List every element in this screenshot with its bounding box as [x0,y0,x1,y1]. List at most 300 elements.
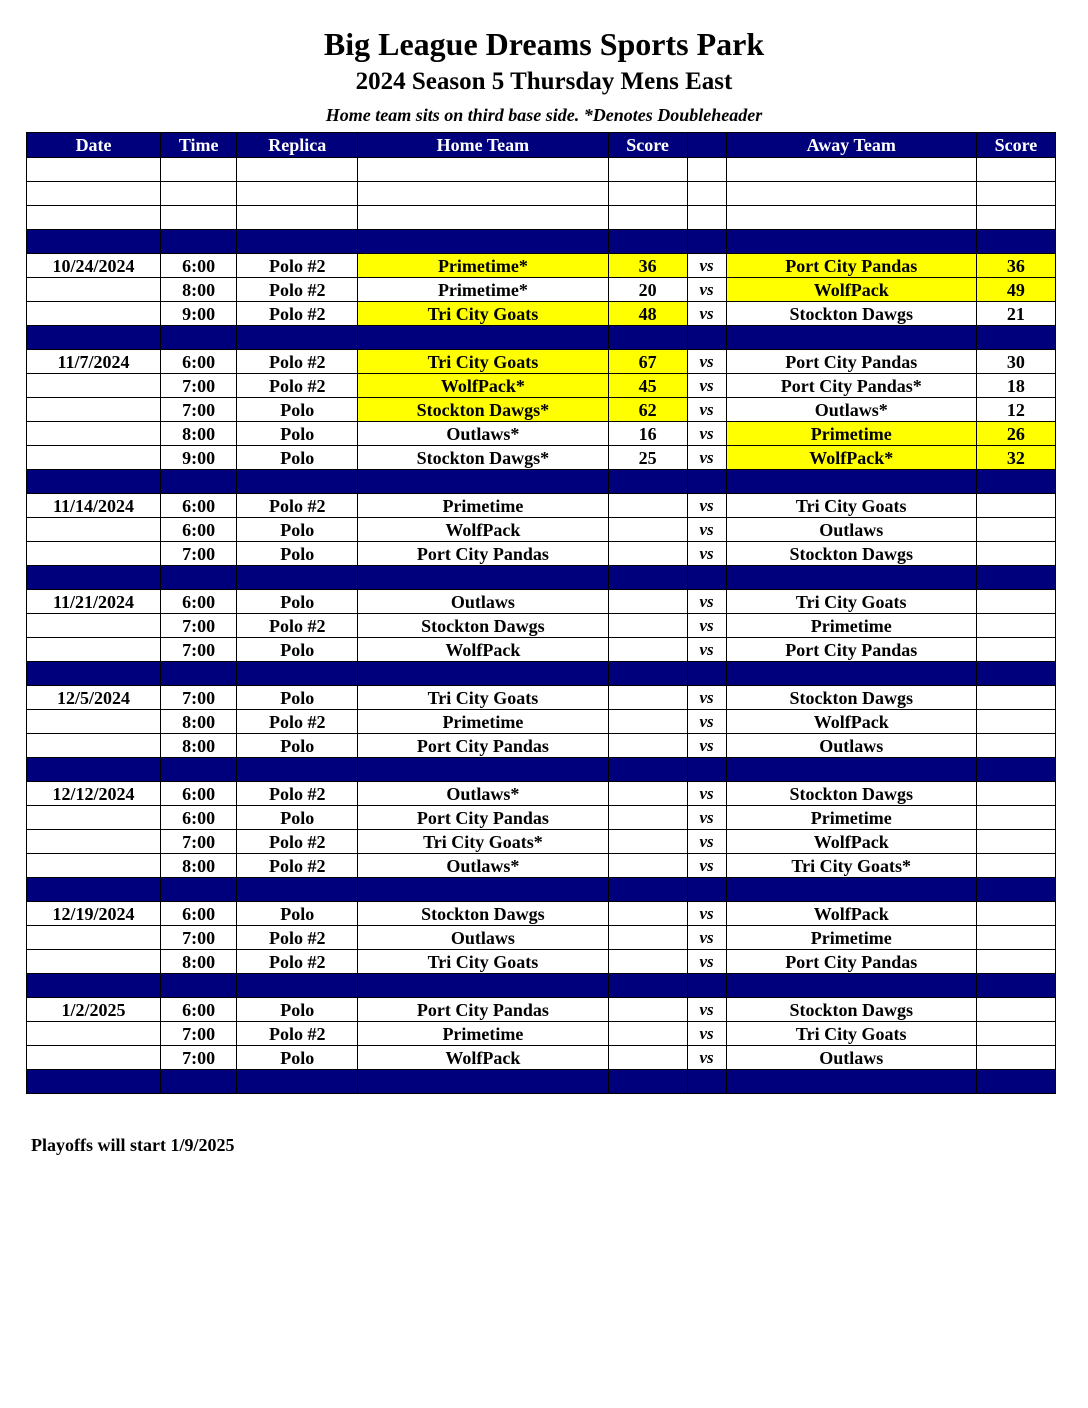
replica-cell: Polo [237,902,358,926]
separator-cell [608,1070,687,1094]
blank-cell [608,182,687,206]
away-team-cell: Stockton Dawgs [726,686,976,710]
separator-cell [358,566,608,590]
vs-cell: vs [687,398,726,422]
away-score-cell [976,590,1055,614]
col-header-away-team: Away Team [726,133,976,158]
blank-cell [687,182,726,206]
away-score-cell [976,830,1055,854]
date-cell [27,806,161,830]
home-score-cell [608,950,687,974]
separator-cell [358,326,608,350]
home-team-cell: WolfPack* [358,374,608,398]
home-team-cell: Port City Pandas [358,806,608,830]
vs-cell: vs [687,494,726,518]
time-cell: 9:00 [161,302,237,326]
vs-cell: vs [687,950,726,974]
game-row [27,374,1056,398]
date-cell: 10/24/2024 [27,254,161,278]
away-team-cell: Stockton Dawgs [726,782,976,806]
time-cell: 6:00 [161,806,237,830]
date-cell: 12/12/2024 [27,782,161,806]
home-score-cell [608,710,687,734]
separator-cell [27,566,161,590]
away-team-cell: Outlaws [726,734,976,758]
home-score-cell [608,1022,687,1046]
col-header-replica: Replica [237,133,358,158]
game-row [27,710,1056,734]
separator-cell [237,662,358,686]
away-team-cell: Tri City Goats [726,590,976,614]
separator-cell [976,758,1055,782]
home-score-cell: 45 [608,374,687,398]
separator-cell [976,974,1055,998]
game-row [27,590,1056,614]
separator-cell [726,566,976,590]
home-score-cell: 48 [608,302,687,326]
home-team-cell: Port City Pandas [358,998,608,1022]
time-cell: 7:00 [161,1046,237,1070]
separator-cell [687,326,726,350]
separator-cell [27,758,161,782]
away-team-cell: Port City Pandas [726,950,976,974]
separator-cell [608,758,687,782]
away-team-cell: Primetime [726,806,976,830]
blank-row [27,206,1056,230]
separator-cell [976,566,1055,590]
separator-cell [608,230,687,254]
away-score-cell [976,638,1055,662]
away-team-cell: Tri City Goats* [726,854,976,878]
game-row [27,398,1056,422]
blank-cell [237,182,358,206]
time-cell: 6:00 [161,590,237,614]
separator-cell [161,974,237,998]
away-score-cell [976,686,1055,710]
home-score-cell [608,902,687,926]
blank-row [27,182,1056,206]
separator-row [27,758,1056,782]
game-row [27,638,1056,662]
separator-cell [687,1070,726,1094]
time-cell: 7:00 [161,542,237,566]
blank-cell [358,158,608,182]
separator-row [27,974,1056,998]
away-team-cell: Port City Pandas [726,254,976,278]
game-row [27,494,1056,518]
vs-cell: vs [687,782,726,806]
home-score-cell [608,806,687,830]
game-row [27,782,1056,806]
date-cell [27,854,161,878]
away-score-cell: 12 [976,398,1055,422]
replica-cell: Polo #2 [237,782,358,806]
home-score-cell [608,686,687,710]
game-row [27,1022,1056,1046]
away-team-cell: WolfPack* [726,446,976,470]
date-cell: 1/2/2025 [27,998,161,1022]
home-team-cell: Stockton Dawgs* [358,398,608,422]
vs-cell: vs [687,806,726,830]
time-cell: 7:00 [161,614,237,638]
separator-cell [237,470,358,494]
separator-cell [976,878,1055,902]
blank-cell [161,206,237,230]
separator-cell [726,758,976,782]
time-cell: 7:00 [161,830,237,854]
home-team-cell: Outlaws* [358,854,608,878]
separator-cell [687,758,726,782]
away-score-cell [976,1046,1055,1070]
game-row [27,998,1056,1022]
away-team-cell: WolfPack [726,902,976,926]
time-cell: 8:00 [161,422,237,446]
replica-cell: Polo #2 [237,926,358,950]
home-score-cell: 20 [608,278,687,302]
separator-row [27,326,1056,350]
separator-cell [161,878,237,902]
home-team-cell: Outlaws [358,926,608,950]
away-score-cell [976,950,1055,974]
replica-cell: Polo #2 [237,1022,358,1046]
col-header-home-score: Score [608,133,687,158]
away-team-cell: Port City Pandas [726,638,976,662]
home-team-cell: Primetime* [358,278,608,302]
separator-cell [237,566,358,590]
vs-cell: vs [687,926,726,950]
separator-cell [687,566,726,590]
separator-cell [976,326,1055,350]
game-row [27,614,1056,638]
separator-cell [726,1070,976,1094]
replica-cell: Polo #2 [237,374,358,398]
game-row [27,422,1056,446]
game-row [27,278,1056,302]
blank-cell [608,206,687,230]
home-team-cell: WolfPack [358,1046,608,1070]
separator-cell [358,1070,608,1094]
separator-cell [27,1070,161,1094]
date-cell [27,710,161,734]
time-cell: 8:00 [161,710,237,734]
date-cell [27,1022,161,1046]
vs-cell: vs [687,710,726,734]
home-score-cell [608,542,687,566]
col-header-date: Date [27,133,161,158]
replica-cell: Polo #2 [237,494,358,518]
blank-cell [687,158,726,182]
date-cell [27,1046,161,1070]
away-score-cell [976,710,1055,734]
date-cell: 11/14/2024 [27,494,161,518]
replica-cell: Polo #2 [237,350,358,374]
replica-cell: Polo [237,806,358,830]
separator-cell [161,230,237,254]
date-cell [27,926,161,950]
blank-cell [161,158,237,182]
playoffs-note: Playoffs will start 1/9/2025 [31,1135,235,1155]
separator-cell [976,1070,1055,1094]
replica-cell: Polo [237,638,358,662]
vs-cell: vs [687,374,726,398]
home-score-cell [608,926,687,950]
home-score-cell: 62 [608,398,687,422]
away-team-cell: Tri City Goats [726,494,976,518]
date-cell [27,422,161,446]
replica-cell: Polo [237,734,358,758]
time-cell: 6:00 [161,254,237,278]
vs-cell: vs [687,518,726,542]
separator-cell [608,470,687,494]
game-row [27,518,1056,542]
separator-cell [27,974,161,998]
separator-row [27,470,1056,494]
home-score-cell [608,854,687,878]
away-score-cell: 30 [976,350,1055,374]
separator-cell [726,326,976,350]
blank-cell [237,158,358,182]
replica-cell: Polo [237,590,358,614]
time-cell: 6:00 [161,494,237,518]
away-team-cell: Port City Pandas [726,350,976,374]
col-header-away-score: Score [976,133,1055,158]
away-team-cell: Outlaws [726,518,976,542]
away-team-cell: Primetime [726,926,976,950]
game-row [27,854,1056,878]
separator-cell [726,662,976,686]
separator-cell [687,878,726,902]
away-score-cell: 26 [976,422,1055,446]
separator-cell [161,470,237,494]
replica-cell: Polo #2 [237,278,358,302]
away-score-cell: 32 [976,446,1055,470]
blank-cell [358,206,608,230]
away-score-cell [976,926,1055,950]
home-team-cell: WolfPack [358,638,608,662]
home-score-cell [608,590,687,614]
vs-cell: vs [687,1046,726,1070]
away-score-cell: 49 [976,278,1055,302]
vs-cell: vs [687,350,726,374]
separator-cell [358,470,608,494]
vs-cell: vs [687,614,726,638]
date-cell: 11/21/2024 [27,590,161,614]
away-team-cell: Tri City Goats [726,1022,976,1046]
away-team-cell: Outlaws* [726,398,976,422]
replica-cell: Polo #2 [237,614,358,638]
away-score-cell: 36 [976,254,1055,278]
home-score-cell [608,518,687,542]
replica-cell: Polo #2 [237,950,358,974]
home-team-cell: Stockton Dawgs [358,614,608,638]
col-header-time: Time [161,133,237,158]
away-score-cell [976,518,1055,542]
date-cell [27,830,161,854]
date-cell [27,950,161,974]
separator-cell [687,662,726,686]
separator-cell [687,230,726,254]
page-title: Big League Dreams Sports Park [323,26,765,62]
separator-row [27,566,1056,590]
blank-cell [976,182,1055,206]
blank-cell [976,158,1055,182]
separator-row [27,230,1056,254]
replica-cell: Polo [237,446,358,470]
separator-row [27,878,1056,902]
home-team-cell: Outlaws* [358,782,608,806]
replica-cell: Polo #2 [237,854,358,878]
replica-cell: Polo [237,542,358,566]
blank-cell [608,158,687,182]
separator-cell [976,470,1055,494]
away-team-cell: WolfPack [726,830,976,854]
game-row [27,686,1056,710]
separator-cell [237,758,358,782]
game-row [27,446,1056,470]
time-cell: 6:00 [161,782,237,806]
separator-cell [27,470,161,494]
away-score-cell [976,806,1055,830]
separator-cell [237,974,358,998]
home-team-cell: WolfPack [358,518,608,542]
vs-cell: vs [687,302,726,326]
home-score-cell [608,830,687,854]
separator-cell [608,878,687,902]
home-team-cell: Stockton Dawgs [358,902,608,926]
replica-cell: Polo [237,998,358,1022]
time-cell: 6:00 [161,518,237,542]
blank-cell [27,206,161,230]
game-row [27,950,1056,974]
separator-cell [161,566,237,590]
separator-cell [358,878,608,902]
separator-cell [608,326,687,350]
separator-cell [237,1070,358,1094]
home-score-cell [608,494,687,518]
col-header-vs [687,133,726,158]
game-row [27,926,1056,950]
home-team-cell: Primetime [358,494,608,518]
replica-cell: Polo #2 [237,710,358,734]
separator-cell [358,230,608,254]
home-team-cell: Tri City Goats [358,686,608,710]
replica-cell: Polo [237,398,358,422]
separator-cell [161,1070,237,1094]
separator-row [27,1070,1056,1094]
game-row [27,806,1056,830]
time-cell: 6:00 [161,350,237,374]
blank-cell [237,206,358,230]
separator-cell [608,566,687,590]
away-score-cell [976,614,1055,638]
game-row [27,254,1056,278]
away-score-cell [976,734,1055,758]
date-cell [27,734,161,758]
vs-cell: vs [687,902,726,926]
separator-cell [687,470,726,494]
vs-cell: vs [687,446,726,470]
blank-cell [726,158,976,182]
blank-cell [27,158,161,182]
away-score-cell [976,782,1055,806]
date-cell: 11/7/2024 [27,350,161,374]
schedule-note: Home team sits on third base side. *Denotes Doubleheader [325,105,763,125]
away-score-cell [976,542,1055,566]
home-score-cell [608,614,687,638]
time-cell: 7:00 [161,926,237,950]
table-header-row [27,133,1056,158]
home-score-cell [608,998,687,1022]
away-team-cell: Stockton Dawgs [726,998,976,1022]
home-team-cell: Tri City Goats [358,302,608,326]
time-cell: 9:00 [161,446,237,470]
away-team-cell: WolfPack [726,278,976,302]
date-cell [27,446,161,470]
separator-cell [237,230,358,254]
time-cell: 8:00 [161,734,237,758]
replica-cell: Polo [237,686,358,710]
vs-cell: vs [687,590,726,614]
home-team-cell: Stockton Dawgs* [358,446,608,470]
game-row [27,542,1056,566]
date-cell: 12/5/2024 [27,686,161,710]
home-score-cell [608,638,687,662]
blank-row [27,158,1056,182]
time-cell: 7:00 [161,638,237,662]
time-cell: 7:00 [161,1022,237,1046]
vs-cell: vs [687,1022,726,1046]
replica-cell: Polo [237,518,358,542]
vs-cell: vs [687,830,726,854]
game-row [27,350,1056,374]
date-cell [27,614,161,638]
schedule-body [27,158,1056,1094]
separator-cell [161,662,237,686]
separator-cell [237,326,358,350]
home-team-cell: Port City Pandas [358,734,608,758]
time-cell: 6:00 [161,902,237,926]
col-header-home-team: Home Team [358,133,608,158]
vs-cell: vs [687,998,726,1022]
time-cell: 8:00 [161,278,237,302]
replica-cell: Polo #2 [237,302,358,326]
separator-cell [726,974,976,998]
away-team-cell: Stockton Dawgs [726,542,976,566]
separator-cell [687,974,726,998]
separator-cell [358,974,608,998]
game-row [27,830,1056,854]
date-cell [27,398,161,422]
away-score-cell [976,1022,1055,1046]
separator-cell [726,470,976,494]
game-row [27,734,1056,758]
time-cell: 8:00 [161,950,237,974]
date-cell [27,638,161,662]
time-cell: 7:00 [161,686,237,710]
separator-cell [161,326,237,350]
separator-cell [726,878,976,902]
vs-cell: vs [687,278,726,302]
separator-cell [976,662,1055,686]
vs-cell: vs [687,422,726,446]
blank-cell [726,206,976,230]
home-team-cell: Tri City Goats* [358,830,608,854]
away-team-cell: Outlaws [726,1046,976,1070]
separator-cell [608,974,687,998]
date-cell [27,278,161,302]
home-team-cell: Outlaws* [358,422,608,446]
blank-cell [726,182,976,206]
